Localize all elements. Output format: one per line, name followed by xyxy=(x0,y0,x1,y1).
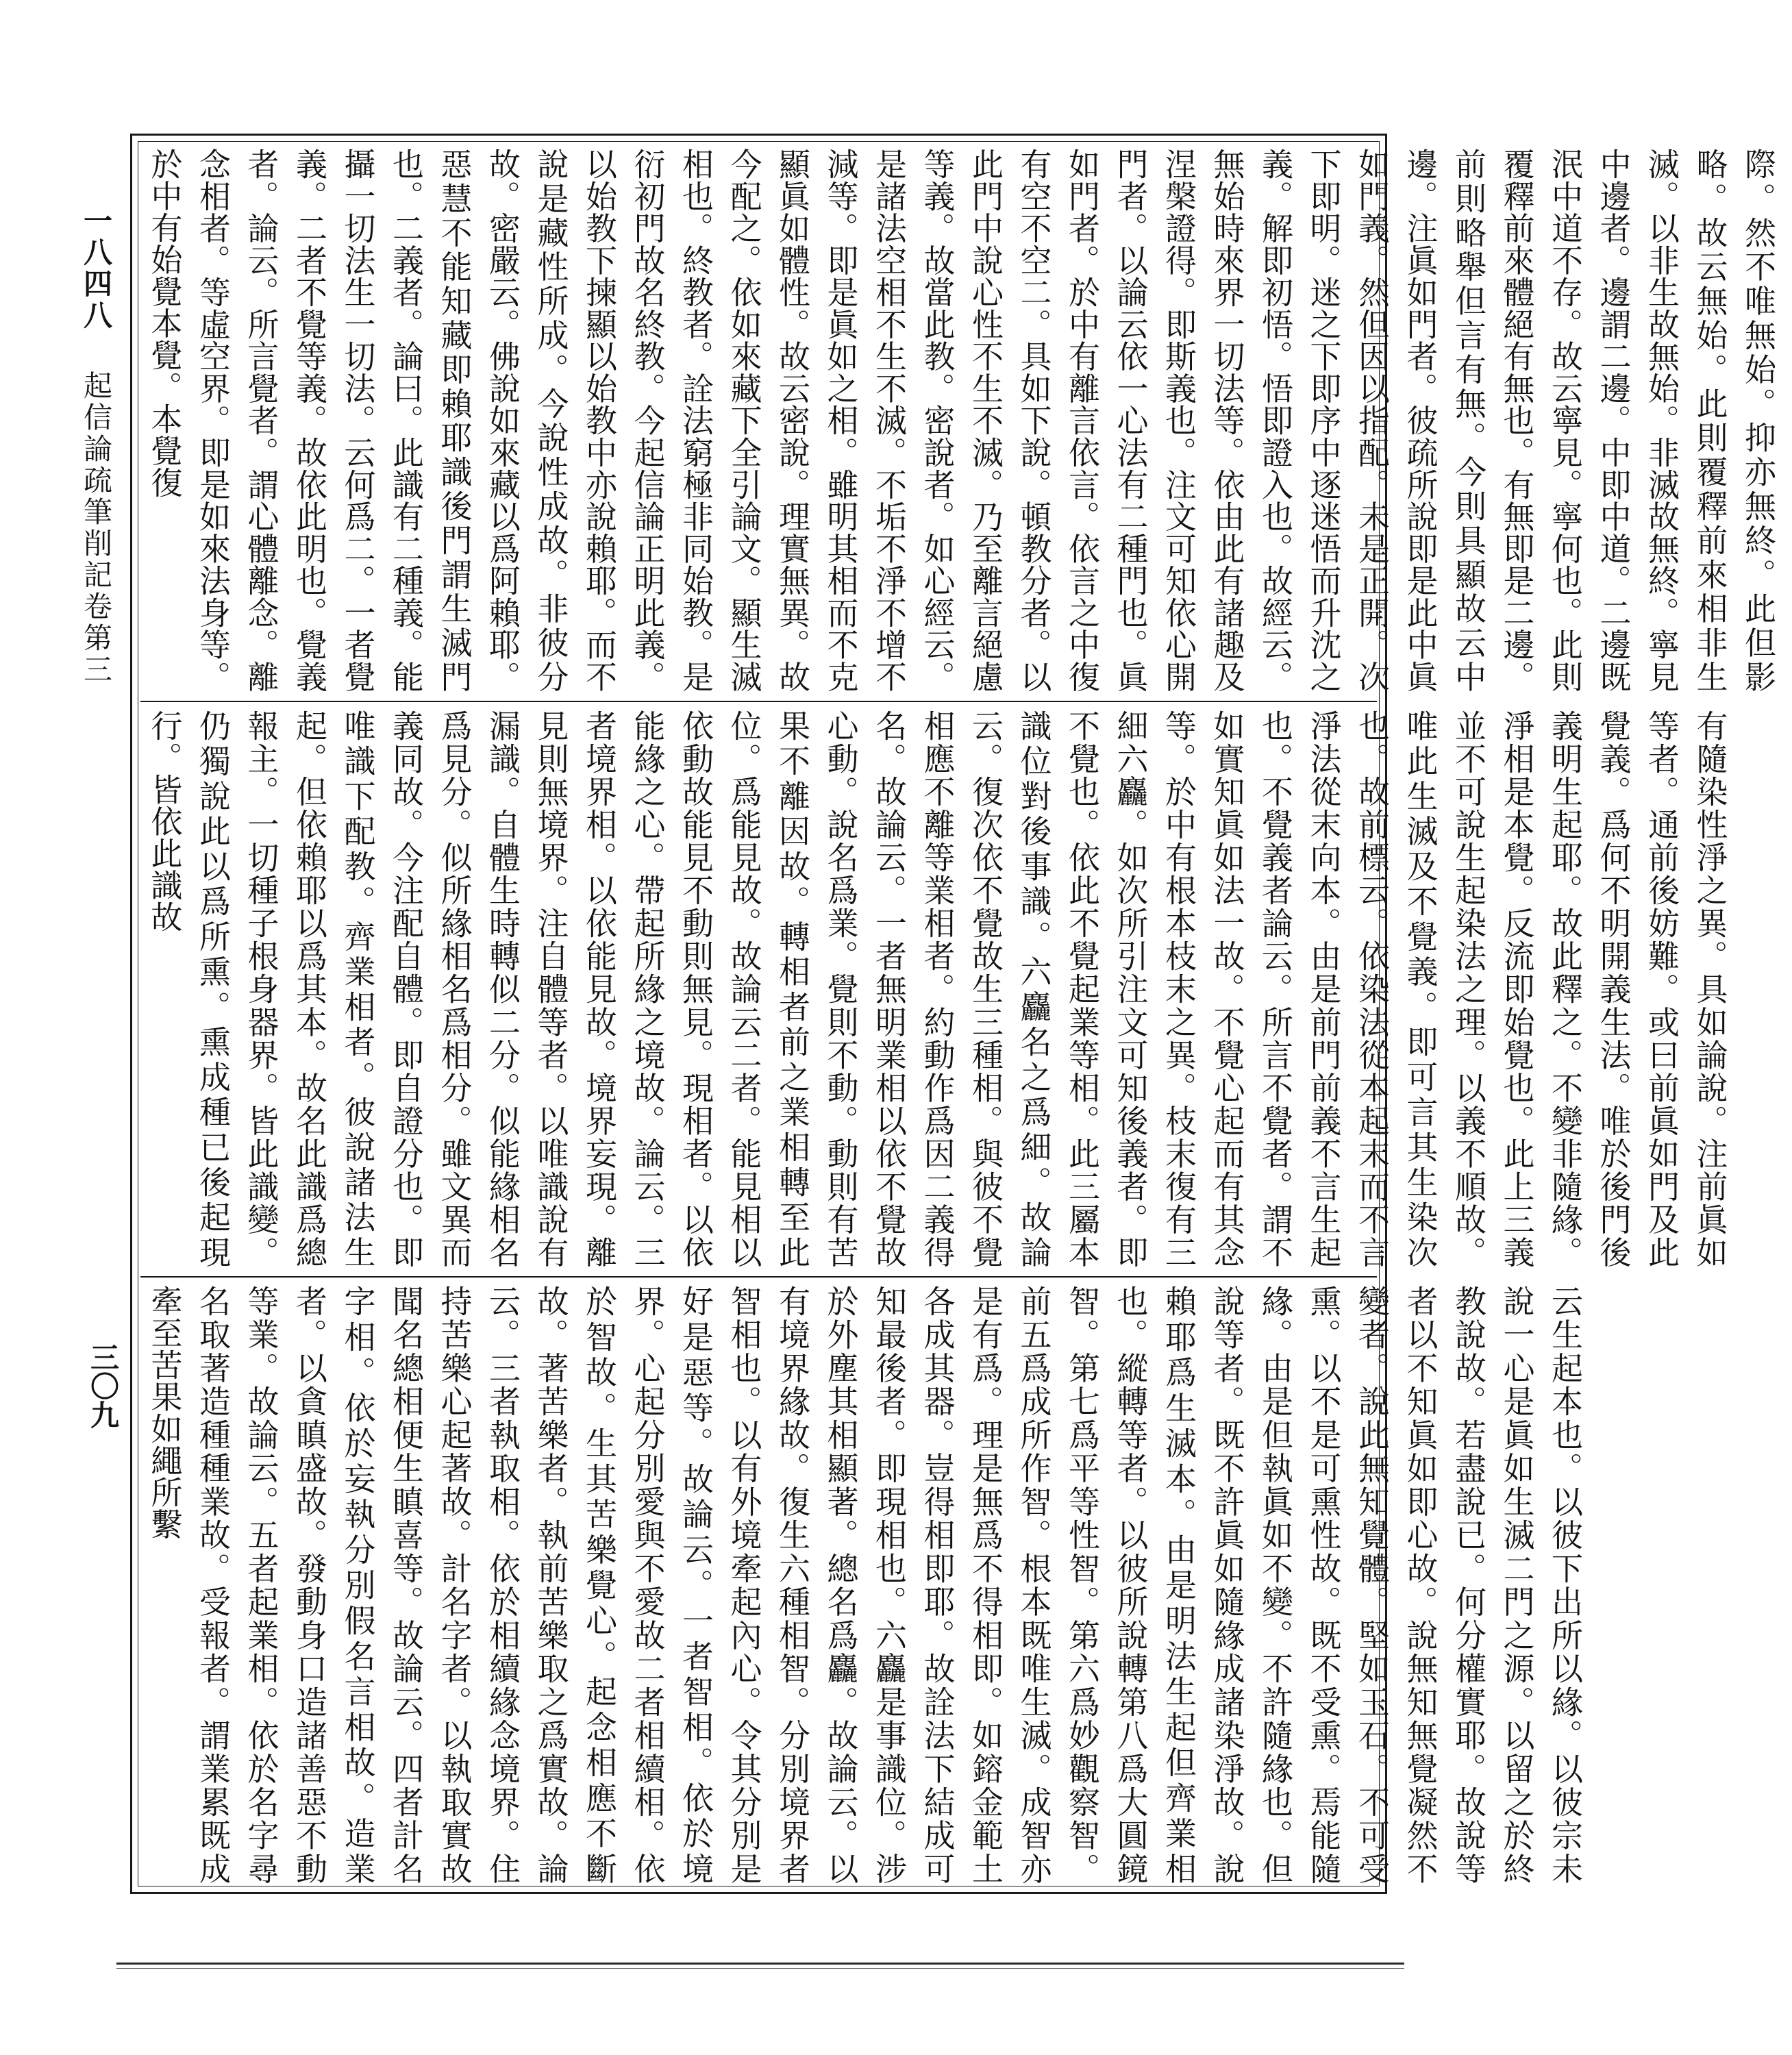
lower-register xyxy=(140,1285,1584,1884)
lower-register-text: 云生起本也。以彼下出所以緣。以彼宗未說一心是眞如生滅二門之源。以留之於終教說故。若盡說已。何分權實耶。故說等者以不知眞如即心故。說無知無覺凝然不變者。說此無知覺體。堅如玉石。不可受熏。以不是可熏性故。既不受熏。焉能隨緣。由是但執眞如不變。不許隨緣也。但說等者。既不許眞如隨緣成諸染淨故。說賴耶爲生滅本。由是明法生起但齊業相也。縱轉等者。以彼所說轉第八爲大圓鏡智。第七爲平等性智。第六爲妙觀察智。前五爲成所作智。根本既唯生滅。成智亦是有爲。理是無爲不得相即。如鎔金範土各成其器。豈得相即耶。故詮法下結成可知最後者。即現相也。六麤是事識位。涉於外塵其相顯著。總名爲麤。故論云。以有境界緣故。復生六種相智。分別境界者智相也。以有外境牽起內心。令其分別是好是惡等。故論云。一者智相。依於境界。心起分別愛與不愛故二者相續相。依於智故。生其苦樂覺心。起念相應不斷故。著苦樂者。執前苦樂取之爲實故。論云。三者執取相。依於相續緣念境界。住持苦樂心起著故。計名字者。以執取實故聞名總相便生瞋喜等。故論云。四者計名字相。依於妄執分別假名言相故。造業者。以貪瞋盛故。發動身口造諸善惡不動等業。故論云。五者起業相。依於名字尋名取著造種種業故。受報者。謂業累既成牽至苦果如繩所繫 xyxy=(146,1285,1584,1884)
bottom-rule-thin xyxy=(116,1968,1404,1969)
page-number: 一八四八 xyxy=(79,206,113,332)
text-frame xyxy=(130,134,1777,1894)
upper-register xyxy=(140,148,1777,693)
margin-header xyxy=(75,206,116,686)
register-divider-lower xyxy=(140,1276,1377,1278)
register-divider-upper xyxy=(140,701,1377,702)
middle-register xyxy=(140,710,1729,1268)
secondary-page-number: 三〇九 xyxy=(86,1343,120,1429)
book-title: 起信論疏筆削記卷第三 xyxy=(79,371,113,686)
upper-register-text: 際。然不唯無始。抑亦無終。此但影略。故云無始。此則覆釋前來相非生滅。以非生故無始。非滅故無終。寧見中邊者。邊謂二邊。中即中道。二邊既泯中道不存。故云寧見。寧何也。此則覆釋前來體絕有無也。有無即是二邊。前則略舉但言有無。今則具顯故云中邊。注眞如門者。彼疏所說即是此中眞如門義。然但因以指配。未是正開。次下即明。迷之下即序中逐迷悟而升沈之義。解即初悟。悟即證入也。故經云。無始時來界一切法等。依由此有諸趣及涅槃證得。即斯義也。注文可知依心開門者。以論云依一心法有二種門也。眞如門者。於中有離言依言。依言之中復有空不空二。具如下說。頓教分者。以此門中說心性不生不滅。乃至離言絕慮等義。故當此教。密說者。如心經云。是諸法空相不生不滅。不垢不淨不增不減等。即是眞如之相。雖明其相而不克顯眞如體性。故云密說。理實無異。故今配之。依如來藏下全引論文。顯生滅相也。終教者。詮法窮極非同始教。是衍初門故名終教。今起信論正明此義。以始教下揀顯以始教中亦說賴耶。而不說是藏性所成。今說性成故。非彼分故。密嚴云。佛說如來藏以爲阿賴耶。惡慧不能知藏即賴耶識後門謂生滅門也。二義者。論曰。此識有二種義。能攝一切法生一切法。云何爲二。一者覺義。二者不覺等義。故依此明也。覺義者。論云。所言覺者。謂心體離念。離念相者。等虛空界。即是如來法身等。於中有始覺本覺。本覺復 xyxy=(146,148,1777,693)
bottom-rule xyxy=(116,1963,1404,1965)
middle-register-text: 有隨染性淨之異。具如論說。注前眞如等者。通前後妨難。或曰前眞如門及此覺義。爲何不明開義生法。唯於後門後義明生起耶。故此釋之。不變非隨緣。淨相是本覺。反流即始覺也。此上三義並不可說生起染法之理。以義不順故。唯此生滅及不覺義。即可言其生染次也。故前標云。依染法從本起末而不言淨法從末向本。由是前門前義不言生起也。不覺義者論云。所言不覺者。謂不如實知眞如法一故。不覺心起而有其念等。於中有根本枝末之異。枝末復有三細六麤。如次所引注文可知後義者。即不覺也。依此不覺起業等相。此三屬本識位對後事識。六麤名之爲細。故論云。復次依不覺故生三種相。與彼不覺相應不離等業相者。約動作爲因二義得名。故論云。一者無明業相以依不覺故心動。說名爲業。覺則不動。動則有苦果不離因故。轉相者前之業相轉至此位。爲能見故。故論云二者。能見相以依動故能見不動則無見。現相者。以依能緣之心。帶起所緣之境故。論云。三者境界相。以依能見故。境界妄現。離見則無境界。注自體等者。以唯識說有漏識。自體生時轉似二分。似能緣相名爲見分。似所緣相名爲相分。雖文異而義同故。今注配自體。即自證分也。即唯識下配教。齊業相者。彼說諸法生起。但依賴耶以爲其本。故名此識爲總報主。一切種子根身器界。皆此識變。仍獨說此以爲所熏。熏成種已後起現行。皆依此識故 xyxy=(146,710,1729,1268)
